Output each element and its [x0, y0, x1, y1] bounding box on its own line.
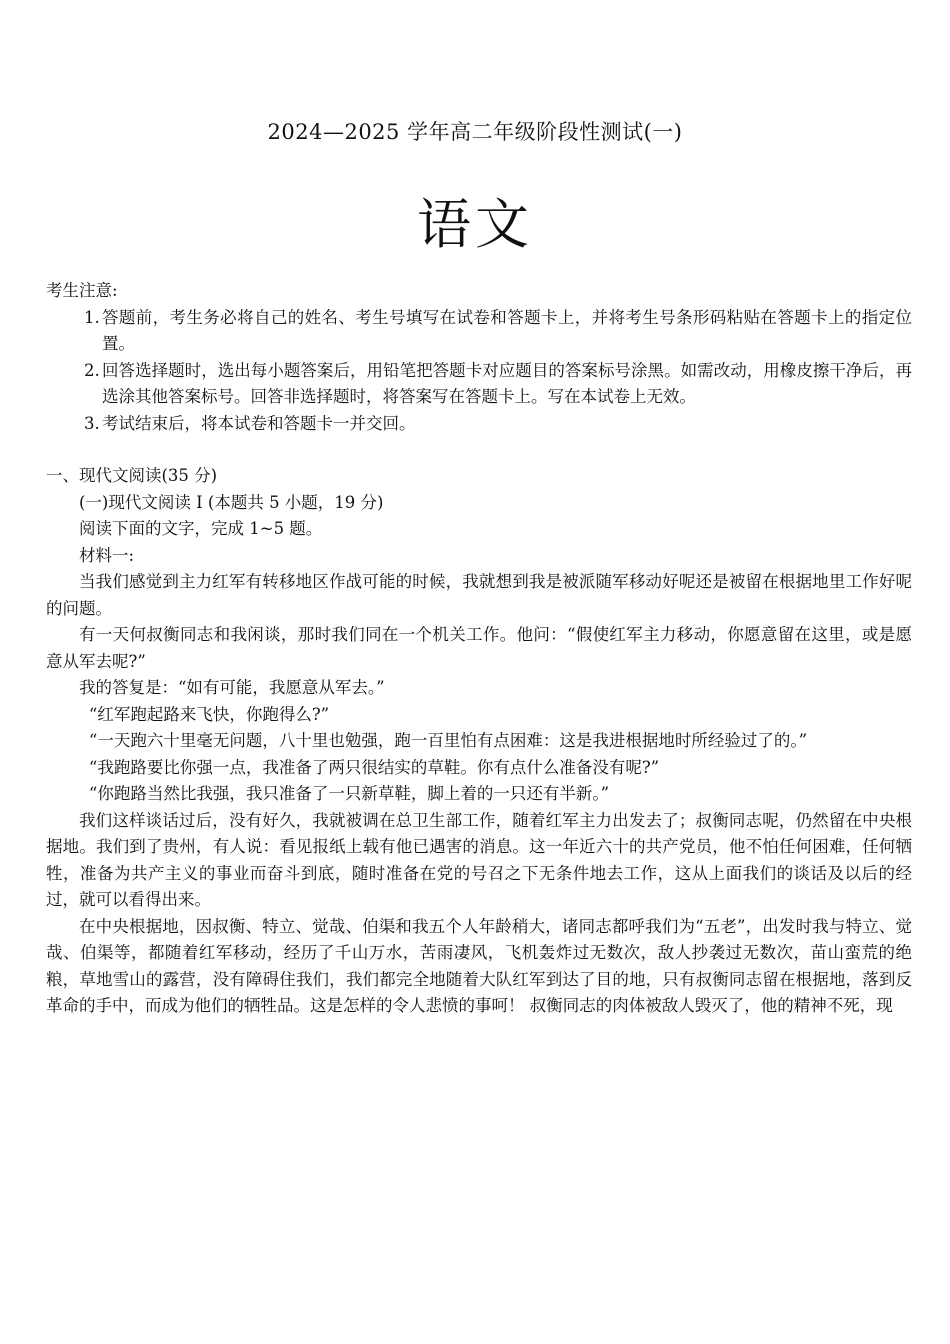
notice-item-text: 考试结束后，将本试卷和答题卡一并交回。 — [102, 413, 416, 433]
passage-paragraph: “红军跑起路来飞快，你跑得么?” — [88, 704, 330, 724]
section-spacer — [46, 437, 912, 463]
notice-item-number: 3. — [84, 413, 100, 433]
passage-paragraph: 我们这样谈话过后，没有好久，我就被调在总卫生部工作，随着红军主力出发去了；叔衡同志呢，仍然留在中央根据地。我们到了贵州，有人说：看见报纸上载有他已遇害的消息。这一年近六十的共产党员，他不怕任何困难，任何牺牲，准备为共产主义的事业而奋斗到底，随时准备在党的号召之下无条件地去工作，这从上面我们的谈话及以后的经过，就可以看得出来。 — [46, 810, 912, 909]
subject-title: 语文 — [417, 193, 533, 256]
passage-paragraph: 当我们感觉到主力红军有转移地区作战可能的时候，我就想到我是被派随军移动好呢还是被留在根据地里工作好呢的问题。 — [46, 572, 912, 618]
notice-item-text: 回答选择题时，选出每小题答案后，用铅笔把答题卡对应题目的答案标号涂黑。如需改动，用橡皮擦干净后，再选涂其他答案标号。回答非选择题时，将答案写在答题卡上。写在本试卷上无效。 — [102, 360, 912, 406]
material-label: 材料一: — [79, 545, 135, 565]
notice-item-number: 2. — [84, 360, 100, 380]
passage-paragraph: “一天跑六十里毫无问题，八十里也勉强，跑一百里怕有点困难：这是我进根据地时所经验过了的。” — [88, 731, 808, 750]
section-title: 一、现代文阅读(35 分) — [46, 466, 218, 485]
passage-paragraph: “我跑路要比你强一点，我准备了两只很结实的草鞋。你有点什么准备没有呢?” — [88, 757, 660, 777]
notice-item — [46, 411, 912, 438]
passage-paragraph: “你跑路当然比我强，我只准备了一只新草鞋，脚上着的一只还有半新。” — [88, 784, 610, 803]
passage-paragraph: 在中央根据地，因叔衡、特立、觉哉、伯渠和我五个人年龄稍大，诸同志都呼我们为“五老”，出发时我与特立、觉哉、伯渠等，都随着红军移动，经历了千山万水，苦雨凄风，飞机轰炸过无数次，敌人抄袭过无数次，苗山蛮荒的绝粮，草地雪山的露营，没有障碍住我们，我们都完全地随着大队红军到达了目的地，只有叔衡同志留在根据地，落到反革命的手中，而成为他们的牺牲品。这是怎样的令人悲愤的事呵！ 叔衡同志的肉体被敌人毁灭了，他的精神不死，现 — [46, 916, 912, 1015]
notice-item — [46, 305, 912, 358]
notice-heading: 考生注意: — [46, 281, 118, 300]
notice-item-text: 答题前，考生务必将自己的姓名、考生号填写在试卷和答题卡上，并将考生号条形码粘贴在答题卡上的指定位置。 — [102, 307, 912, 353]
passage-paragraph: 有一天何叔衡同志和我闲谈，那时我们同在一个机关工作。他问：“假使红军主力移动，你愿意留在这里，或是愿意从军去呢?” — [46, 625, 912, 671]
reading-instruction: 阅读下面的文字，完成 1~5 题。 — [79, 519, 323, 538]
document-body — [46, 278, 912, 1020]
notice-item — [46, 358, 912, 411]
exam-title: 2024—2025 学年高二年级阶段性测试(一) — [267, 120, 683, 144]
notice-list — [46, 305, 912, 438]
section-subtitle: (一)现代文阅读 I (本题共 5 小题，19 分) — [79, 492, 384, 512]
passage-paragraph: 我的答复是：“如有可能，我愿意从军去。” — [79, 678, 385, 697]
notice-item-number: 1. — [84, 307, 100, 327]
